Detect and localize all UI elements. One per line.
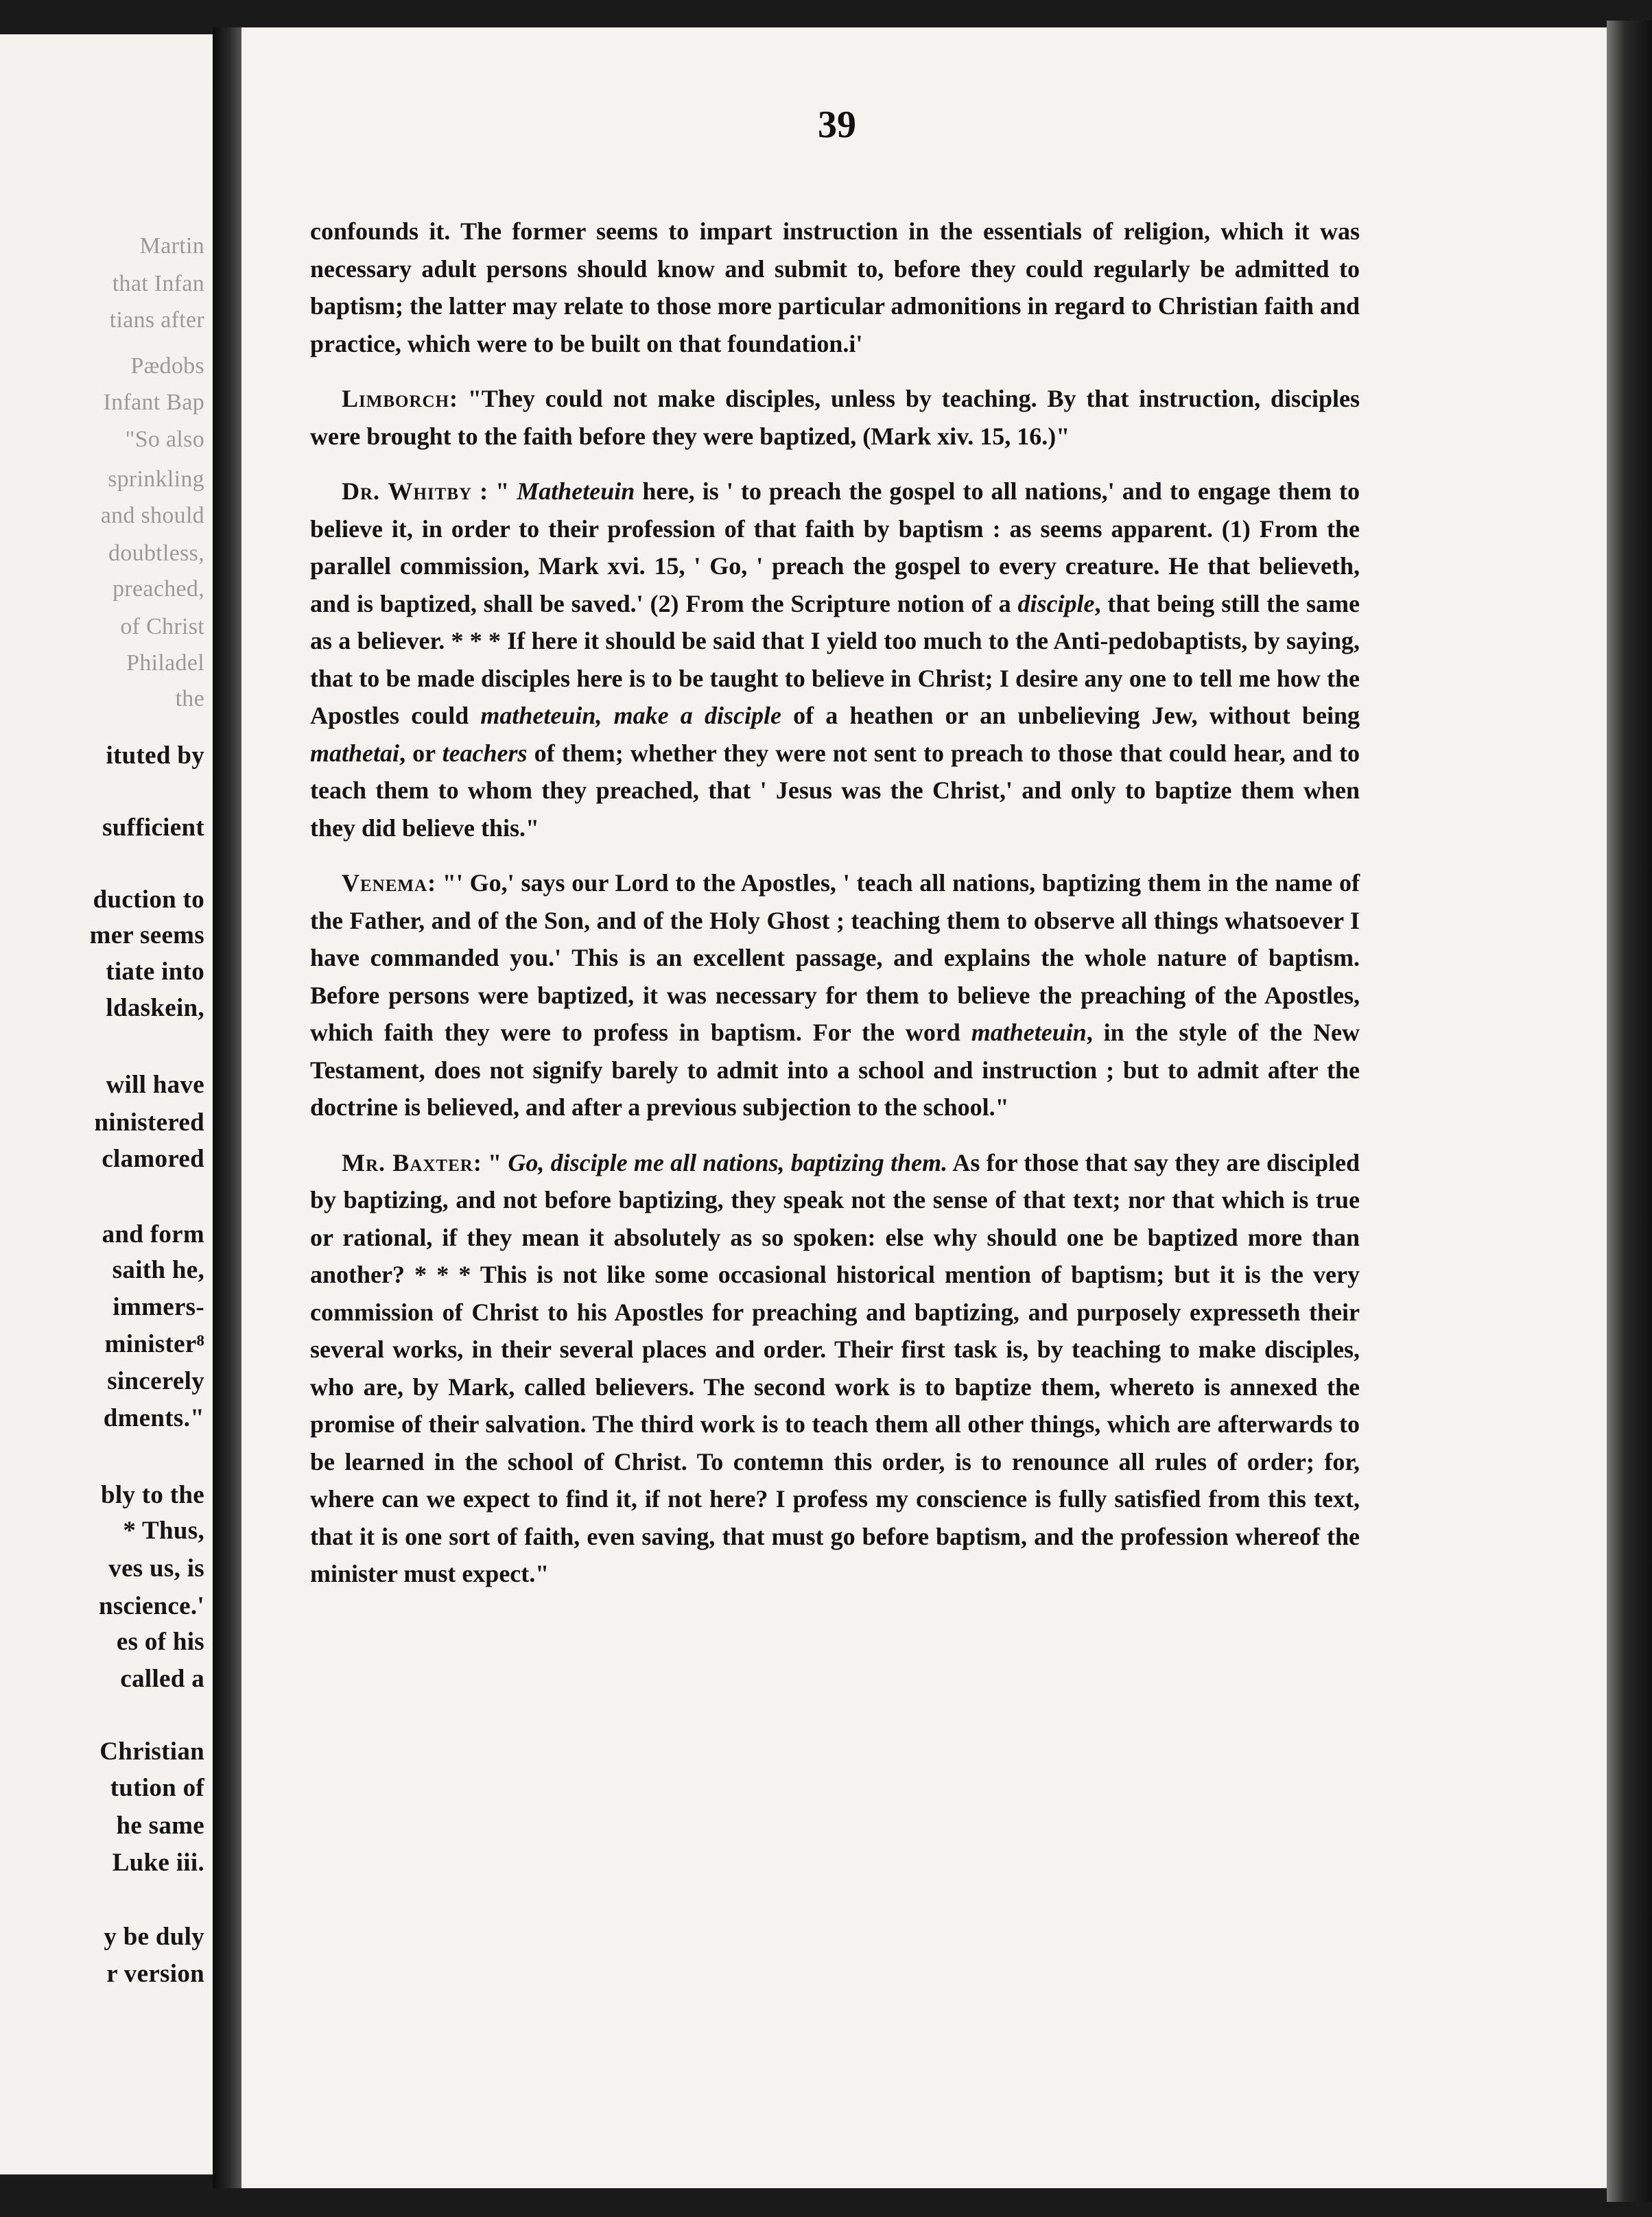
- previous-page-line: duction to: [93, 886, 204, 914]
- italic-text: disciple: [1017, 589, 1095, 617]
- paragraph: [310, 213, 1360, 362]
- previous-page-line: clamored: [102, 1145, 204, 1173]
- previous-page-line: ninistered: [94, 1108, 204, 1137]
- quoted-author-name: Mr. Baxter: [342, 1148, 473, 1176]
- previous-page-line: ituted by: [106, 742, 204, 770]
- previous-page-line: ves us, is: [108, 1554, 204, 1582]
- previous-page-line: immers-: [113, 1293, 204, 1321]
- previous-page-line: bly to the: [101, 1481, 204, 1509]
- italic-text: matheteuin, make a disciple: [480, 702, 781, 729]
- previous-page-line: sincerely: [107, 1367, 204, 1395]
- previous-page-line: Infant Bap: [103, 390, 204, 415]
- paragraph-text: , in the style of the New Testament, does not signify barely to admit into a school and instruction ; but to admit after the doctrine is believed, and after a previous subjection to the school.": [310, 1019, 1360, 1121]
- previous-page-line: that Infan: [112, 271, 204, 296]
- italic-text: Matheteuin: [517, 477, 635, 505]
- italic-text: matheteuin: [971, 1019, 1087, 1046]
- previous-page-line: y be duly: [104, 1923, 204, 1951]
- previous-page-line: Martin: [139, 233, 204, 259]
- previous-page-line: the: [175, 686, 204, 711]
- previous-page-line: mer seems: [89, 921, 204, 949]
- previous-page-line: es of his: [116, 1628, 204, 1656]
- paragraph: [310, 380, 1360, 455]
- previous-page-fragment: [0, 34, 213, 2174]
- previous-page-line: minister⁸: [104, 1330, 204, 1358]
- paragraph-text: : "They could not make disciples, unless by teaching. By that instruction, disciples were brought to the faith before they were baptized, (Mark xiv. 15, 16.)": [310, 385, 1360, 450]
- paragraph-text: , that being still the same as a believer. * * * If here it should be said that I yield too much to the Anti-pedobaptists, by saying, that to be made disciples here is to be taught to believe in Christ; I desire any one to tell me how the Apostles could: [310, 589, 1360, 729]
- page-edge-shadow: [1607, 21, 1652, 2202]
- previous-page-line: tution of: [110, 1774, 204, 1802]
- previous-page-line: ldaskein,: [106, 994, 204, 1022]
- paragraph-text: of a heathen or an unbelieving Jew, without being: [781, 702, 1360, 729]
- quoted-author-name: Limborch: [342, 385, 450, 412]
- previous-page-line: tiate into: [106, 958, 204, 986]
- previous-page-line: nscience.': [98, 1592, 204, 1620]
- page-number: 39: [818, 104, 856, 146]
- paragraph: [310, 1144, 1360, 1593]
- paragraph-text: here, is ' to preach the gospel to all nations,' and to engage them to believe it, in order to their profession of that faith by baptism : as seems apparent. (1) From the parallel commission, Mark xvi. 15, ' Go, ' preach the gospel to every creature. He that believeth, and is baptized, shall be saved.' (2) From the Scripture notion of a: [310, 477, 1360, 617]
- previous-page-line: sprinkling: [108, 466, 204, 492]
- previous-page-line: "So also: [125, 427, 204, 452]
- paragraph-text: of them; whether they were not sent to preach to those that could hear, and to teach them to whom they preached, that ' Jesus was the Christ,' and only to baptize them when they did believe this.": [310, 739, 1360, 842]
- italic-text: teachers: [442, 739, 528, 767]
- previous-page-line: Pædobs: [130, 353, 204, 379]
- paragraph-text: : "' Go,' says our Lord to the Apostles, ' teach all nations, baptizing them in the name of the Father, and of the Son, and of the Holy Ghost ; teaching them to observe all things whatsoever I have commanded you.' This is an excellent passage, and explains the whole nature of baptism. Before persons were baptized, it was necessary for them to believe the preaching of the Apostles, which faith they were to profess in baptism. For the word: [310, 869, 1360, 1046]
- previous-page-line: doubtless,: [108, 541, 204, 566]
- page-body-text: [310, 213, 1360, 1611]
- previous-page-line: called a: [120, 1665, 204, 1693]
- previous-page-line: he same: [116, 1812, 204, 1840]
- paragraph: [310, 864, 1360, 1126]
- paragraph-text: , or: [399, 739, 442, 767]
- previous-page-line: Philadel: [126, 650, 204, 676]
- previous-page-line: tians after: [109, 307, 204, 333]
- paragraph: [310, 473, 1360, 846]
- paragraph-text: As for those that say they are discipled by baptizing, and not before baptizing, they speak not the sense of that text; nor that which is true or rational, if they mean it absolutely as so spoken: else why should one be baptized more than another? * * * This is not like some occasional historical mention of baptism; but it is the very commission of Christ to his Apostles for preaching and baptizing, and purposely expresseth their several works, in their several places and order. Their first task is, by teaching to make disciples, who are, by Mark, called believers. The second work is to baptize them, whereto is annexed the promise of their salvation. The third work is to teach them all other things, which are afterwards to be learned in the school of Christ. To contemn this order, is to renounce all rules of order; for, where can we expect to find it, if not here? I profess my conscience is fully satisfied from this text, that it is one sort of faith, even saving, that must go before baptism, and the profession whereof the minister must expect.": [310, 1148, 1360, 1587]
- previous-page-line: of Christ: [120, 614, 204, 639]
- book-gutter: [213, 27, 241, 2188]
- previous-page-line: saith he,: [112, 1256, 204, 1284]
- quoted-author-name: Dr. Whitby: [342, 477, 473, 505]
- paragraph-text: : ": [473, 1148, 508, 1176]
- previous-page-line: r version: [106, 1960, 204, 1988]
- previous-page-line: will have: [106, 1071, 204, 1099]
- previous-page-line: * Thus,: [123, 1517, 204, 1545]
- previous-page-line: sufficient: [102, 814, 204, 842]
- previous-page-line: and form: [102, 1220, 204, 1248]
- quoted-author-name: Venema: [342, 869, 428, 897]
- previous-page-line: and should: [100, 503, 204, 528]
- previous-page-line: dments.": [103, 1404, 204, 1432]
- paragraph-text: confounds it. The former seems to impart instruction in the essentials of religion, which it was necessary adult persons should know and submit to, before they could regularly be admitted to baptism; the latter may relate to those more particular admonitions in regard to Christian faith and practice, which were to be built on that foundation.i': [310, 217, 1360, 357]
- italic-text: mathetai: [310, 739, 400, 767]
- paragraph-text: : ": [472, 477, 517, 505]
- italic-text: Go, disciple me all nations, baptizing them.: [508, 1148, 948, 1176]
- previous-page-line: Christian: [99, 1738, 204, 1766]
- previous-page-line: Luke iii.: [112, 1849, 204, 1877]
- previous-page-line: preached,: [113, 576, 204, 602]
